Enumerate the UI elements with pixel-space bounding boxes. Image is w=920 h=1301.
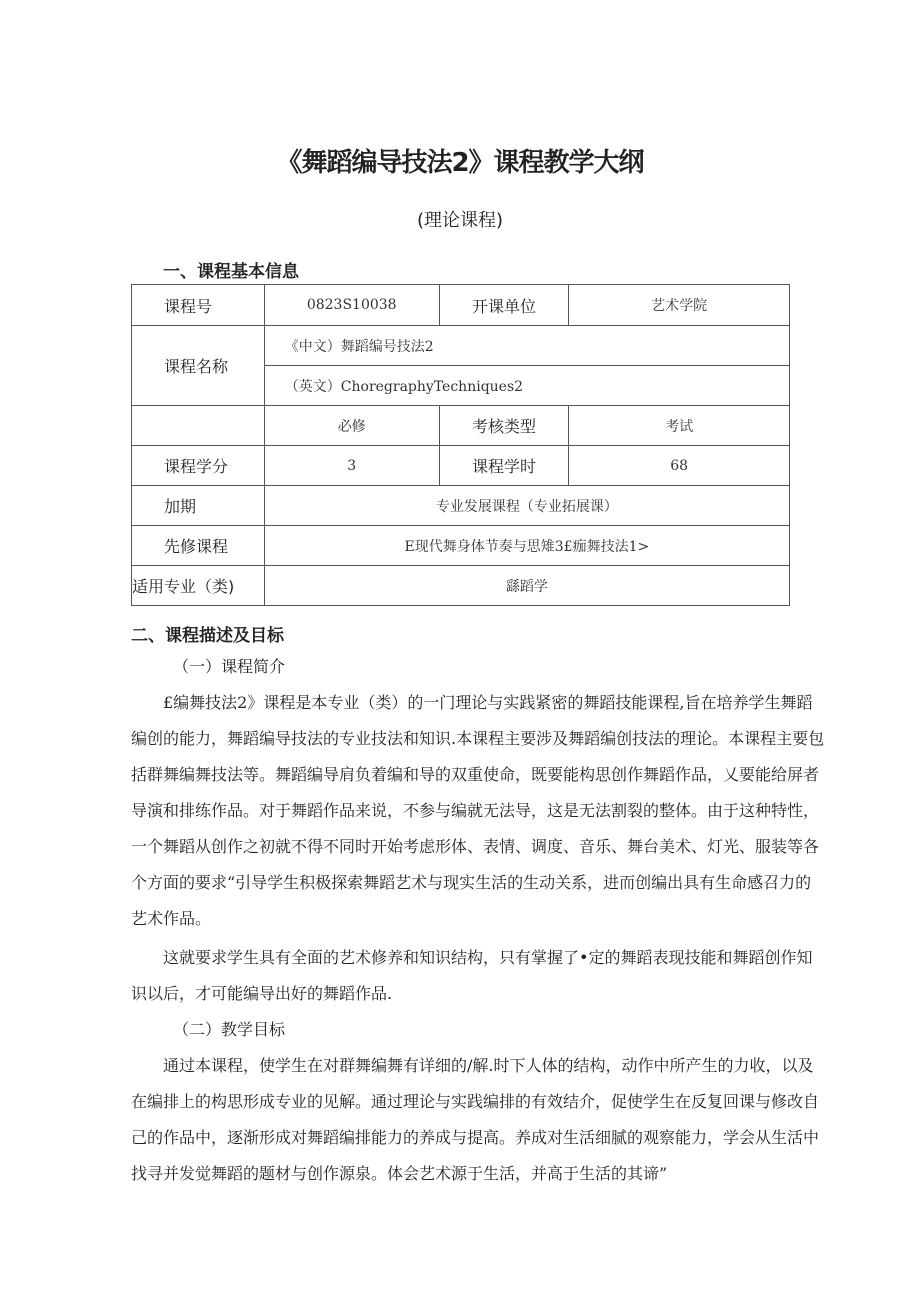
paragraph-line: 艺术作品。: [131, 909, 212, 928]
name-label: 课程名称: [132, 326, 265, 406]
paragraph-line: £编舞技法2》课程是本专业（类）的一门理论与实践紧密的舞蹈技能课程,旨在培养学生舞蹈: [163, 693, 813, 712]
paragraph-line: 识以后，才可能编导出好的舞蹈作品.: [131, 984, 393, 1003]
subheading-goals: （二）教学目标: [173, 1020, 286, 1039]
paragraph-line: 个方面的要求“引导学生积极探索舞蹈艺术与现实生活的生动关系，进而创编出具有生命感召力的: [131, 873, 812, 892]
course-no-label: 课程号: [132, 285, 265, 326]
section1-heading: 一、课程基本信息: [163, 262, 299, 282]
course-info-table: [131, 284, 790, 606]
dept-label: 开课单位: [439, 285, 569, 326]
prereq-label: 先修课程: [132, 526, 265, 566]
paragraph-line: 这就要求学生具有全面的艺术修养和知识结构，只有掌握了•定的舞蹈表现技能和舞蹈创作知: [163, 948, 813, 967]
paragraph-line: 一个舞蹈从创作之初就不得不同时开始考虑形体、表情、调度、音乐、舞台美术、灯光、服装等各: [131, 837, 820, 856]
dept: 艺术学院: [569, 285, 790, 326]
exam-type-label: 考核类型: [439, 406, 569, 446]
subheading-intro: （一）课程简介: [173, 657, 286, 676]
paragraph-line: 己的作品中，逐渐形成对舞蹈编排能力的养成与提高。养成对生活细腻的观察能力，学会从生活中: [131, 1128, 820, 1147]
credits-label: 课程学分: [132, 446, 265, 486]
exam-type: 考试: [569, 406, 790, 446]
paragraph-line: 通过本课程，使学生在对群舞编舞有详细的/解.时下人体的结构，动作中所产生的力收，以及: [163, 1056, 814, 1075]
paragraph-line: 导演和排练作品。对于舞蹈作品来说，不参与编就无法导，这是无法割裂的整体。由于这种特性，: [131, 801, 820, 820]
section2-heading: 二、课程描述及目标: [131, 626, 284, 646]
major-label: 适用专业（类): [132, 566, 265, 606]
prereq: E现代舞身体节奏与思雉3£痂舞技法1>: [264, 526, 789, 566]
period-label: 加期: [132, 486, 265, 526]
course-no: 0823S10038: [264, 285, 439, 326]
paragraph-line: 编创的能力，舞蹈编导技法的专业技法和知识.本课程主要涉及舞蹈编创技法的理论。本课程主要包: [131, 729, 825, 748]
name-en: （英文）ChoregraphyTechniques2: [264, 366, 789, 406]
document-subtitle: (理论课程): [416, 210, 504, 231]
credits: 3: [264, 446, 439, 486]
paragraph-line: 括群舞编舞技法等。舞蹈编导肩负着编和导的双重使命，既要能构思创作舞蹈作品，乂要能给屏者: [131, 765, 820, 784]
document-title: 《舞蹈编导技法2》课程教学大纲: [276, 148, 644, 178]
major: 繇蹈学: [264, 566, 789, 606]
required: 必修: [264, 406, 439, 446]
hours-label: 课程学时: [439, 446, 569, 486]
paragraph-line: 在编排上的构思形成专业的见解。通过理论与实践编排的有效结介，促使学生在反复回课与修改自: [131, 1092, 820, 1111]
paragraph-line: 找寻并发觉舞蹈的题材与创作源泉。体会艺术源于生活，并高于生活的其谛”: [131, 1164, 668, 1183]
period: 专业发展课程（专业拓展课）: [264, 486, 789, 526]
name-cn: 《中文）舞蹈编号技法2: [264, 326, 789, 366]
empty-cell: [132, 406, 265, 446]
hours: 68: [569, 446, 790, 486]
